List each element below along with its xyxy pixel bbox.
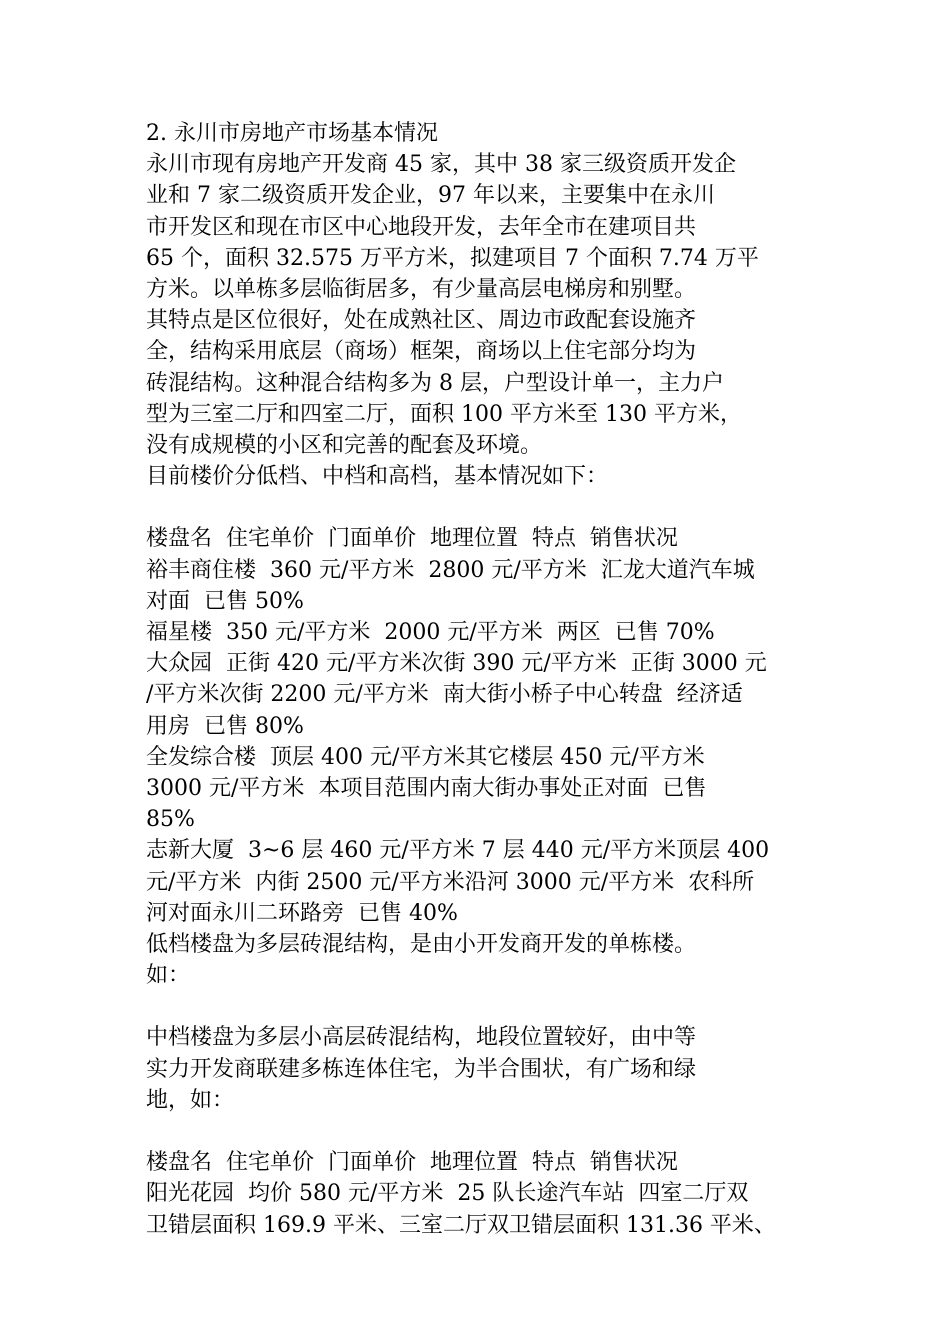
price-table-1 [146, 523, 836, 928]
low-grade-paragraph [146, 929, 836, 991]
text-line: 没有成规模的小区和完善的配套及环境。 [146, 432, 543, 458]
blank-line [146, 1116, 836, 1147]
table-row-line: 3000 元/平方米 本项目范围内南大街办事处正对面 已售 [146, 775, 707, 801]
table-row-line: 大众园 正街 420 元/平方米次街 390 元/平方米 正街 3000 元 [146, 651, 767, 677]
text-line: 方米。以单栋多层临街居多，有少量高层电梯房和别墅。 [146, 276, 697, 302]
price-table-2 [146, 1147, 836, 1241]
text-line: 实力开发商联建多栋连体住宅，为半合围状，有广场和绿 [146, 1056, 697, 1082]
table-header-line: 楼盘名 住宅单价 门面单价 地理位置 特点 销售状况 [146, 1150, 678, 1176]
text-line: 永川市现有房地产开发商 45 家，其中 38 家三级资质开发企 [146, 152, 736, 178]
intro-paragraph [146, 149, 836, 492]
blank-line [146, 492, 836, 523]
table-row-line: 裕丰商住楼 360 元/平方米 2800 元/平方米 汇龙大道汽车城 [146, 557, 755, 583]
section-heading: 2. 永川市房地产市场基本情况 [146, 121, 438, 146]
table-row-line: 福星楼 350 元/平方米 2000 元/平方米 两区 已售 70% [146, 620, 715, 645]
text-line: 低档楼盘为多层砖混结构，是由小开发商开发的单栋楼。 [146, 931, 697, 957]
text-line: 砖混结构。这种混合结构多为 8 层，户型设计单一，主力户 [146, 370, 724, 396]
text-line: 中档楼盘为多层小高层砖混结构，地段位置较好，由中等 [146, 1025, 697, 1051]
document-page [146, 118, 836, 1241]
text-line: 其特点是区位很好，处在成熟社区、周边市政配套设施齐 [146, 308, 697, 334]
table-row-line: 元/平方米 内街 2500 元/平方米沿河 3000 元/平方米 农科所 [146, 869, 755, 895]
table-row-line: 志新大厦 3~6 层 460 元/平方米 7 层 440 元/平方米顶层 400 [146, 838, 770, 864]
blank-line [146, 991, 836, 1022]
text-line: 型为三室二厅和四室二厅，面积 100 平方米至 130 平方米， [146, 401, 742, 427]
mid-grade-paragraph [146, 1022, 836, 1116]
table-header-line: 楼盘名 住宅单价 门面单价 地理位置 特点 销售状况 [146, 526, 678, 552]
table-row-line: 85% [146, 807, 195, 833]
text-line: 65 个，面积 32.575 万平方米，拟建项目 7 个面积 7.74 万平 [146, 245, 759, 271]
text-line: 地，如： [146, 1087, 235, 1113]
table-row-line: 阳光花园 均价 580 元/平方米 25 队长途汽车站 四室二厅双 [146, 1181, 749, 1207]
table-row-line: 河对面永川二环路旁 已售 40% [146, 900, 458, 926]
text-line: 目前楼价分低档、中档和高档，基本情况如下： [146, 464, 609, 490]
text-line: 如： [146, 963, 191, 989]
text-line: 市开发区和现在市区中心地段开发，去年全市在建项目共 [146, 214, 697, 240]
text-line: 全，结构采用底层（商场）框架，商场以上住宅部分均为 [146, 339, 697, 365]
table-row-line: 卫错层面积 169.9 平米、三室二厅双卫错层面积 131.36 平米、 [146, 1212, 776, 1238]
text-line: 业和 7 家二级资质开发企业，97 年以来，主要集中在永川 [146, 183, 715, 209]
table-row-line: 用房 已售 80% [146, 713, 304, 739]
table-row-line: 全发综合楼 顶层 400 元/平方米其它楼层 450 元/平方米 [146, 744, 705, 770]
table-row-line: 对面 已售 50% [146, 588, 304, 614]
table-row-line: /平方米次街 2200 元/平方米 南大街小桥子中心转盘 经济适 [146, 682, 743, 708]
